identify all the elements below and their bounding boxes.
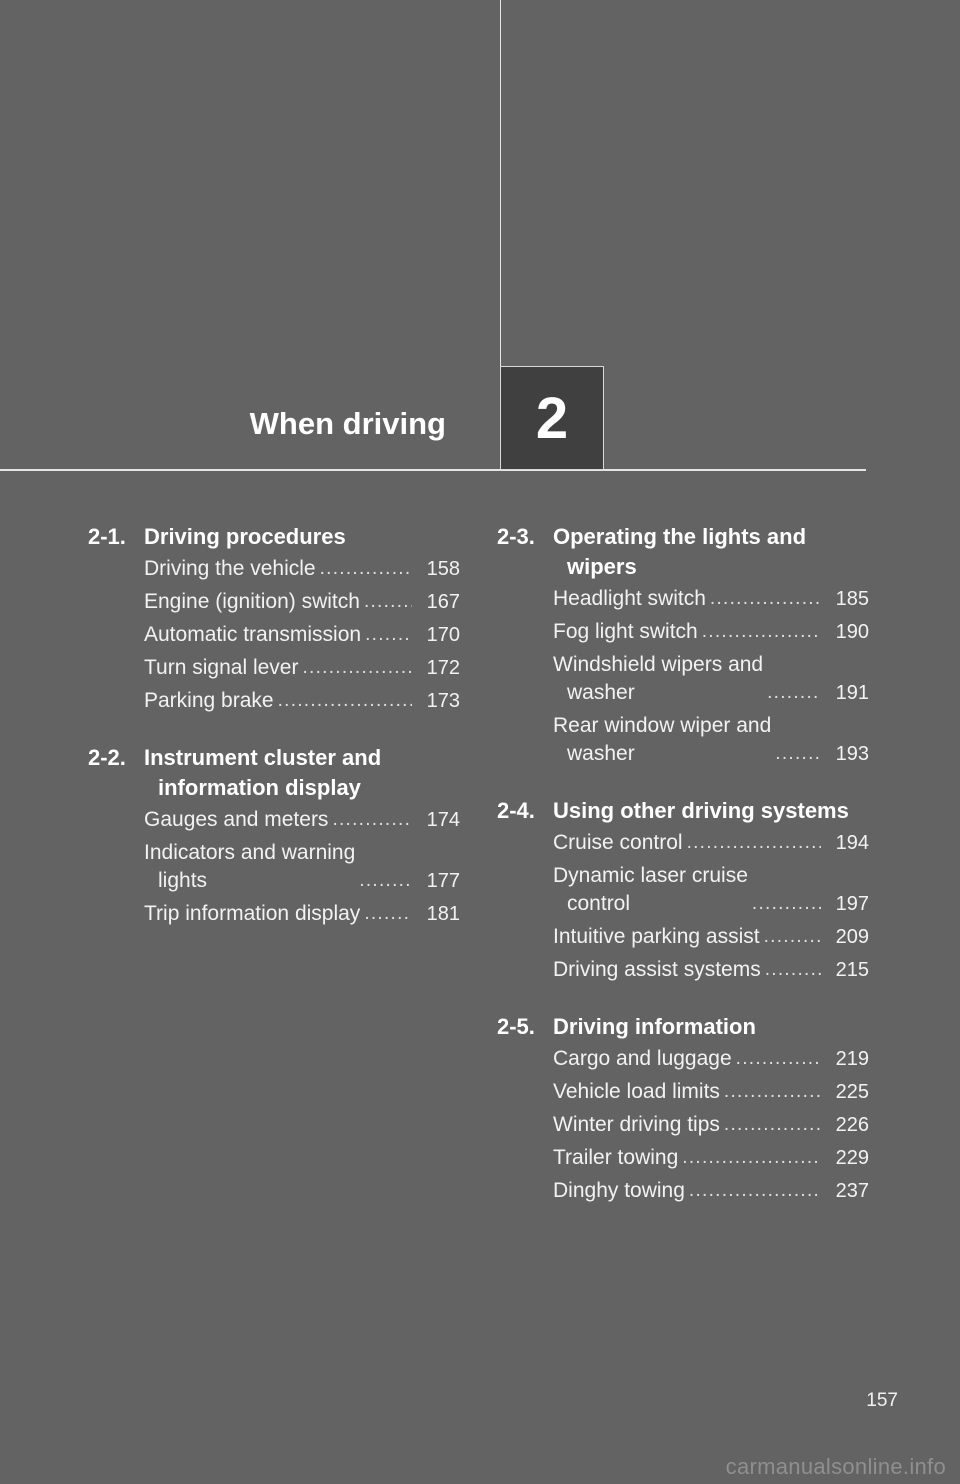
toc-entry-label: Vehicle load limits	[553, 1080, 720, 1103]
dot-leader	[724, 1078, 821, 1106]
toc-entry-page: 167	[426, 591, 460, 613]
dot-leader	[365, 621, 412, 649]
toc-entry-winter-driving-tips[interactable]	[553, 1111, 869, 1139]
toc-section	[497, 796, 869, 984]
chapter-number: 2	[535, 385, 569, 451]
toc-entry-page: 191	[835, 682, 869, 704]
toc-entry-fog-light-switch[interactable]	[553, 618, 869, 646]
section-title: Operating the lights and wipers	[553, 524, 807, 579]
toc-entry-cruise-control[interactable]	[553, 829, 869, 857]
toc-entry-label: Driving the vehicle	[144, 557, 316, 580]
toc-entry-indicators-and-warning-lights[interactable]	[144, 839, 460, 895]
toc-entry-trailer-towing[interactable]	[553, 1144, 869, 1172]
toc-entry-label: Winter driving tips	[553, 1113, 720, 1136]
page-number: 157	[866, 1390, 898, 1411]
toc-entry-page: 174	[426, 809, 460, 831]
toc-entry-page: 226	[835, 1114, 869, 1136]
dot-leader	[302, 654, 412, 682]
toc-entry-label: Fog light switch	[553, 620, 698, 643]
toc-entry-page: 193	[835, 743, 869, 765]
toc-entry-driving-the-vehicle[interactable]	[144, 555, 460, 583]
toc-section	[497, 522, 869, 768]
dot-leader	[767, 679, 821, 707]
dot-leader	[689, 1177, 821, 1205]
section-heading[interactable]	[497, 1012, 869, 1042]
dot-leader	[724, 1111, 821, 1139]
toc-entry-label: Turn signal lever	[144, 656, 299, 679]
toc-entry-engine-switch[interactable]	[144, 588, 460, 616]
section-heading[interactable]	[497, 522, 869, 582]
toc-entry-page: 219	[835, 1048, 869, 1070]
toc-entry-dynamic-laser-cruise[interactable]	[553, 862, 869, 918]
toc-entry-page: 237	[835, 1180, 869, 1202]
dot-leader	[332, 806, 412, 834]
toc-entry-label: Engine (ignition) switch	[144, 590, 360, 613]
toc-entry-parking-brake[interactable]	[144, 687, 460, 715]
toc-entry-label: Dinghy towing	[553, 1179, 685, 1202]
toc-entry-rear-window-wiper[interactable]	[553, 712, 869, 768]
toc-entry-cargo-and-luggage[interactable]	[553, 1045, 869, 1073]
dot-leader	[364, 588, 412, 616]
toc-entry-automatic-transmission[interactable]	[144, 621, 460, 649]
toc-entry-page: 229	[835, 1147, 869, 1169]
toc-entry-page: 158	[426, 558, 460, 580]
dot-leader	[320, 555, 412, 583]
toc-section	[88, 743, 460, 928]
dot-leader	[359, 867, 412, 895]
section-title: Instrument cluster and information display	[144, 745, 382, 800]
dot-leader	[710, 585, 821, 613]
toc-entry-page: 172	[426, 657, 460, 679]
toc-entry-label: Automatic transmission	[144, 623, 362, 646]
dot-leader	[682, 1144, 821, 1172]
dot-leader	[364, 900, 412, 928]
toc-entry-page: 170	[426, 624, 460, 646]
section-title: Driving information	[553, 1014, 756, 1039]
section-heading[interactable]	[497, 796, 869, 826]
toc-entry-page: 173	[426, 690, 460, 712]
toc-entry-label: Headlight switch	[553, 587, 706, 610]
toc-entry-label: Indicators and warning lights	[144, 841, 356, 892]
toc-entry-label: Trip information display	[144, 902, 361, 925]
dot-leader	[765, 956, 821, 984]
toc-entry-label: Windshield wipers and washer	[553, 653, 764, 704]
section-number: 2-5.	[497, 1014, 535, 1039]
toc-entry-windshield-wipers[interactable]	[553, 651, 869, 707]
toc-entry-page: 215	[835, 959, 869, 981]
section-number: 2-3.	[497, 524, 535, 549]
watermark: carmanualsonline.info	[725, 1454, 946, 1479]
toc-entry-page: 185	[835, 588, 869, 610]
toc-entry-page: 181	[426, 903, 460, 925]
section-title: Using other driving systems	[553, 798, 849, 823]
toc-entry-label: Rear window wiper and washer	[553, 714, 772, 765]
toc-entry-page: 177	[426, 870, 460, 892]
dot-leader	[764, 923, 821, 951]
section-number: 2-4.	[497, 798, 535, 823]
toc-column-left	[88, 522, 460, 956]
toc-entry-page: 209	[835, 926, 869, 948]
toc-entry-label: Intuitive parking assist	[553, 925, 760, 948]
toc-entry-label: Driving assist systems	[553, 958, 761, 981]
dot-leader	[702, 618, 821, 646]
toc-entry-page: 225	[835, 1081, 869, 1103]
toc-entry-page: 194	[835, 832, 869, 854]
section-heading[interactable]	[88, 522, 460, 552]
toc-entry-label: Cargo and luggage	[553, 1047, 732, 1070]
dot-leader	[775, 740, 821, 768]
chapter-title: When driving	[249, 406, 446, 441]
toc-entry-label: Parking brake	[144, 689, 274, 712]
section-number: 2-1.	[88, 524, 126, 549]
header-horizontal-rule	[0, 469, 866, 471]
toc-entry-label: Gauges and meters	[144, 808, 329, 831]
section-number: 2-2.	[88, 745, 126, 770]
toc-entry-gauges-and-meters[interactable]	[144, 806, 460, 834]
toc-entry-label: Trailer towing	[553, 1146, 679, 1169]
dot-leader	[752, 890, 821, 918]
toc-entry-label: Cruise control	[553, 831, 683, 854]
toc-section	[88, 522, 460, 715]
toc-entry-label: Dynamic laser cruise control	[553, 864, 748, 915]
toc-entry-page: 190	[835, 621, 869, 643]
section-title: Driving procedures	[144, 524, 346, 549]
dot-leader	[736, 1045, 821, 1073]
toc-entry-trip-information-display[interactable]	[144, 900, 460, 928]
chapter-number-badge	[500, 366, 604, 470]
toc-column-right	[497, 522, 869, 1233]
toc-entry-driving-assist-systems[interactable]	[553, 956, 869, 984]
section-heading[interactable]	[88, 743, 460, 803]
toc-entry-headlight-switch[interactable]	[553, 585, 869, 613]
toc-entry-vehicle-load-limits[interactable]	[553, 1078, 869, 1106]
dot-leader	[687, 829, 821, 857]
toc-entry-dinghy-towing[interactable]	[553, 1177, 869, 1205]
toc-entry-intuitive-parking-assist[interactable]	[553, 923, 869, 951]
dot-leader	[278, 687, 412, 715]
toc-entry-page: 197	[835, 893, 869, 915]
toc-section	[497, 1012, 869, 1205]
toc-entry-turn-signal-lever[interactable]	[144, 654, 460, 682]
